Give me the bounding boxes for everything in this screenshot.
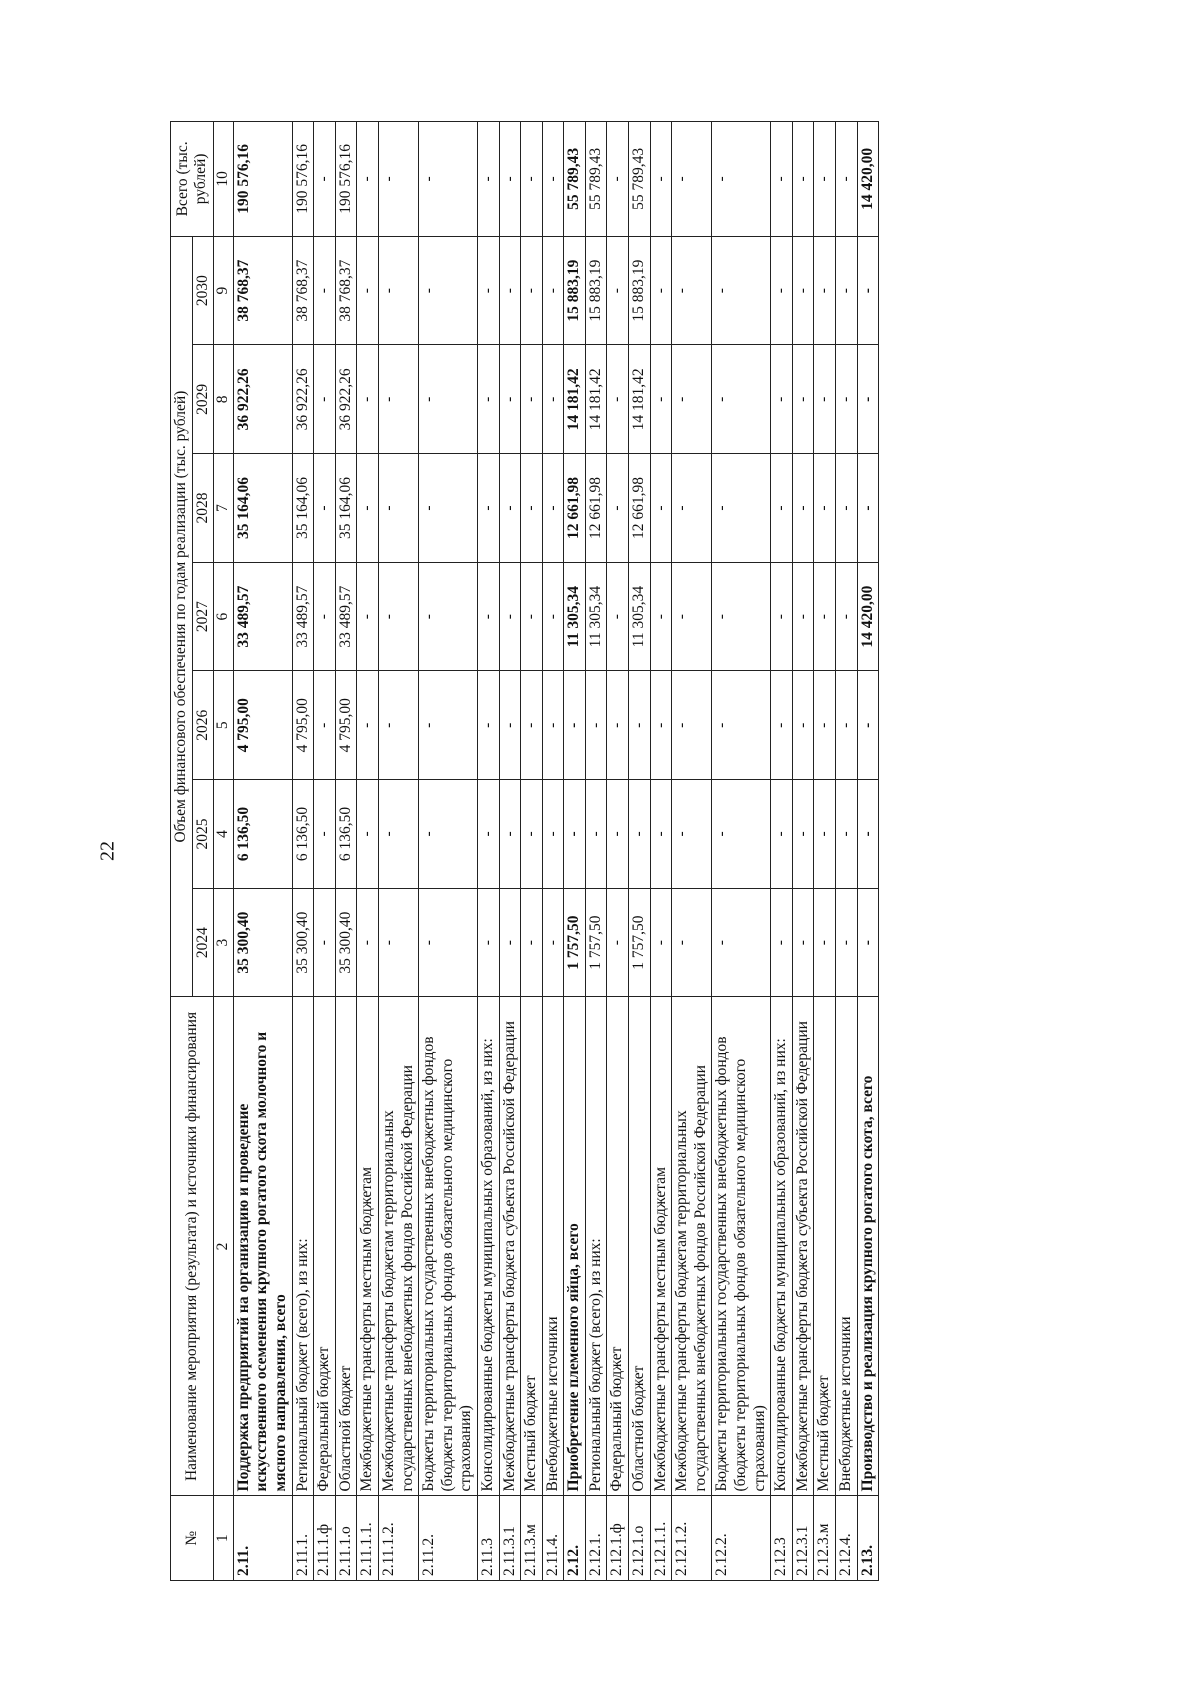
column-index: 3 bbox=[214, 888, 234, 997]
row-total-value: - bbox=[378, 122, 418, 237]
table-row bbox=[792, 122, 814, 1581]
row-number: 2.12.3 bbox=[771, 1496, 793, 1581]
column-index: 8 bbox=[214, 345, 234, 454]
row-year-value: - bbox=[419, 780, 478, 889]
row-year-value: - bbox=[542, 562, 564, 671]
row-total-value: - bbox=[314, 122, 336, 237]
row-name: Поддержка предприятий на организацию и проведение искусственного осеменения крупного рогатого скота молочного и мясного направления, всего bbox=[233, 997, 292, 1496]
row-year-value: 36 922,26 bbox=[233, 345, 292, 454]
table-row bbox=[857, 122, 879, 1581]
row-total-value: 14 420,00 bbox=[857, 122, 879, 237]
row-year-value: - bbox=[857, 236, 879, 345]
row-year-value: - bbox=[314, 780, 336, 889]
row-year-value: 38 768,37 bbox=[233, 236, 292, 345]
row-year-value: - bbox=[499, 236, 521, 345]
row-year-value: - bbox=[564, 671, 586, 780]
row-year-value: - bbox=[771, 345, 793, 454]
table-row bbox=[712, 122, 771, 1581]
row-year-value: - bbox=[672, 562, 712, 671]
table-row bbox=[771, 122, 793, 1581]
row-number: 2.11.3.1 bbox=[499, 1496, 521, 1581]
row-year-value: - bbox=[792, 236, 814, 345]
row-number: 2.11.1.ф bbox=[314, 1496, 336, 1581]
row-year-value: - bbox=[814, 562, 836, 671]
row-total-value: - bbox=[607, 122, 629, 237]
row-name: Межбюджетные трансферты местным бюджетам bbox=[650, 997, 672, 1496]
row-year-value: - bbox=[499, 345, 521, 454]
row-year-value: - bbox=[499, 888, 521, 997]
column-index: 4 bbox=[214, 780, 234, 889]
row-total-value: - bbox=[357, 122, 379, 237]
row-year-value: - bbox=[314, 454, 336, 563]
row-year-value: 1 757,50 bbox=[629, 888, 651, 997]
row-year-value: - bbox=[378, 671, 418, 780]
row-total-value: 190 576,16 bbox=[233, 122, 292, 237]
row-year-value: - bbox=[477, 454, 499, 563]
row-year-value: 38 768,37 bbox=[292, 236, 314, 345]
row-year-value: 6 136,50 bbox=[233, 780, 292, 889]
table-row bbox=[672, 122, 712, 1581]
row-year-value: - bbox=[477, 671, 499, 780]
row-year-value: - bbox=[357, 671, 379, 780]
row-year-value: - bbox=[499, 454, 521, 563]
column-index: 1 bbox=[214, 1496, 234, 1581]
row-year-value: - bbox=[857, 780, 879, 889]
row-total-value: - bbox=[792, 122, 814, 237]
financing-table bbox=[170, 121, 879, 1581]
row-name: Межбюджетные трансферты бюджета субъекта Российской Федерации bbox=[792, 997, 814, 1496]
row-year-value: 4 795,00 bbox=[335, 671, 357, 780]
row-number: 2.12.3.1 bbox=[792, 1496, 814, 1581]
column-index: 5 bbox=[214, 671, 234, 780]
row-year-value: - bbox=[419, 236, 478, 345]
row-year-value: - bbox=[357, 236, 379, 345]
row-number: 2.11.1. bbox=[292, 1496, 314, 1581]
row-year-value: - bbox=[672, 454, 712, 563]
row-year-value: 14 181,42 bbox=[629, 345, 651, 454]
table-row bbox=[292, 122, 314, 1581]
row-total-value: - bbox=[419, 122, 478, 237]
table-row bbox=[335, 122, 357, 1581]
row-year-value: - bbox=[857, 345, 879, 454]
row-year-value: - bbox=[521, 780, 543, 889]
row-year-value: 38 768,37 bbox=[335, 236, 357, 345]
row-year-value: - bbox=[836, 562, 858, 671]
row-year-value: 6 136,50 bbox=[335, 780, 357, 889]
row-number: 2.11.2. bbox=[419, 1496, 478, 1581]
row-year-value: - bbox=[836, 671, 858, 780]
table-row bbox=[521, 122, 543, 1581]
row-year-value: - bbox=[814, 236, 836, 345]
page-number: 22 bbox=[96, 841, 119, 861]
row-year-value: - bbox=[521, 888, 543, 997]
row-number: 2.13. bbox=[857, 1496, 879, 1581]
table-row bbox=[477, 122, 499, 1581]
row-year-value: - bbox=[836, 780, 858, 889]
row-year-value: - bbox=[607, 454, 629, 563]
row-year-value: - bbox=[607, 780, 629, 889]
row-name: Консолидированные бюджеты муниципальных образований, из них: bbox=[477, 997, 499, 1496]
row-year-value: - bbox=[585, 671, 607, 780]
row-number: 2.12.3.м bbox=[814, 1496, 836, 1581]
row-year-value: - bbox=[499, 780, 521, 889]
row-year-value: - bbox=[712, 236, 771, 345]
row-name: Приобретение племенного яйца, всего bbox=[564, 997, 586, 1496]
row-year-value: - bbox=[814, 888, 836, 997]
row-number: 2.12.1.1. bbox=[650, 1496, 672, 1581]
row-year-value: 1 757,50 bbox=[585, 888, 607, 997]
row-year-value: - bbox=[542, 888, 564, 997]
table-row bbox=[650, 122, 672, 1581]
row-name: Федеральный бюджет bbox=[314, 997, 336, 1496]
row-year-value: - bbox=[712, 454, 771, 563]
row-year-value: - bbox=[650, 454, 672, 563]
row-year-value: 33 489,57 bbox=[292, 562, 314, 671]
table-row bbox=[629, 122, 651, 1581]
row-year-value: - bbox=[477, 888, 499, 997]
row-year-value: - bbox=[814, 345, 836, 454]
row-year-value: - bbox=[585, 780, 607, 889]
column-index: 7 bbox=[214, 454, 234, 563]
header-year: 2030 bbox=[192, 236, 214, 345]
row-year-value: 14 420,00 bbox=[857, 562, 879, 671]
row-year-value: - bbox=[477, 780, 499, 889]
table-row bbox=[836, 122, 858, 1581]
row-total-value: 190 576,16 bbox=[292, 122, 314, 237]
row-year-value: - bbox=[650, 236, 672, 345]
row-year-value: - bbox=[314, 562, 336, 671]
row-year-value: - bbox=[314, 345, 336, 454]
row-name: Межбюджетные трансферты местным бюджетам bbox=[357, 997, 379, 1496]
row-year-value: - bbox=[378, 345, 418, 454]
row-total-value: - bbox=[477, 122, 499, 237]
row-year-value: - bbox=[378, 562, 418, 671]
table-row bbox=[564, 122, 586, 1581]
row-year-value: - bbox=[314, 888, 336, 997]
row-number: 2.12.1.ф bbox=[607, 1496, 629, 1581]
row-year-value: - bbox=[378, 780, 418, 889]
table-row bbox=[314, 122, 336, 1581]
row-year-value: - bbox=[378, 236, 418, 345]
row-year-value: - bbox=[477, 562, 499, 671]
column-index: 9 bbox=[214, 236, 234, 345]
row-name: Межбюджетные трансферты бюджета субъекта Российской Федерации bbox=[499, 997, 521, 1496]
row-total-value: - bbox=[650, 122, 672, 237]
row-year-value: - bbox=[521, 454, 543, 563]
table-row bbox=[233, 122, 292, 1581]
row-year-value: 35 164,06 bbox=[233, 454, 292, 563]
row-year-value: - bbox=[542, 236, 564, 345]
row-number: 2.12.1. bbox=[585, 1496, 607, 1581]
table-row bbox=[419, 122, 478, 1581]
row-year-value: - bbox=[607, 345, 629, 454]
row-number: 2.11. bbox=[233, 1496, 292, 1581]
row-total-value: 55 789,43 bbox=[629, 122, 651, 237]
row-year-value: - bbox=[836, 888, 858, 997]
row-total-value: 55 789,43 bbox=[585, 122, 607, 237]
row-total-value: - bbox=[771, 122, 793, 237]
row-year-value: - bbox=[607, 562, 629, 671]
row-name: Внебюджетные источники bbox=[542, 997, 564, 1496]
row-year-value: - bbox=[836, 236, 858, 345]
table-row bbox=[585, 122, 607, 1581]
row-year-value: - bbox=[650, 888, 672, 997]
row-year-value: - bbox=[357, 780, 379, 889]
row-year-value: - bbox=[521, 236, 543, 345]
table-row bbox=[499, 122, 521, 1581]
row-year-value: - bbox=[672, 888, 712, 997]
row-number: 2.11.4. bbox=[542, 1496, 564, 1581]
row-year-value: 36 922,26 bbox=[292, 345, 314, 454]
row-year-value: - bbox=[542, 780, 564, 889]
row-year-value: 6 136,50 bbox=[292, 780, 314, 889]
row-year-value: - bbox=[357, 345, 379, 454]
header-total: Всего (тыс. рублей) bbox=[171, 122, 214, 237]
row-year-value: - bbox=[477, 236, 499, 345]
row-year-value: - bbox=[792, 888, 814, 997]
row-name: Межбюджетные трансферты бюджетам территориальных государственных внебюджетных фондов Российской Федерации bbox=[672, 997, 712, 1496]
row-number: 2.12.4. bbox=[836, 1496, 858, 1581]
row-name: Межбюджетные трансферты бюджетам территориальных государственных внебюджетных фондов Российской Федерации bbox=[378, 997, 418, 1496]
header-year: 2025 bbox=[192, 780, 214, 889]
row-year-value: 4 795,00 bbox=[292, 671, 314, 780]
row-number: 2.11.3.м bbox=[521, 1496, 543, 1581]
row-year-value: - bbox=[814, 780, 836, 889]
row-year-value: 15 883,19 bbox=[564, 236, 586, 345]
row-total-value: - bbox=[836, 122, 858, 237]
row-year-value: - bbox=[857, 454, 879, 563]
row-year-value: - bbox=[771, 888, 793, 997]
row-year-value: 12 661,98 bbox=[585, 454, 607, 563]
row-year-value: 11 305,34 bbox=[564, 562, 586, 671]
header-year: 2027 bbox=[192, 562, 214, 671]
row-year-value: 1 757,50 bbox=[564, 888, 586, 997]
row-year-value: - bbox=[477, 345, 499, 454]
row-year-value: - bbox=[792, 780, 814, 889]
row-year-value: - bbox=[814, 671, 836, 780]
header-year: 2029 bbox=[192, 345, 214, 454]
row-year-value: 35 300,40 bbox=[335, 888, 357, 997]
row-year-value: - bbox=[521, 562, 543, 671]
row-total-value: - bbox=[499, 122, 521, 237]
row-year-value: 4 795,00 bbox=[233, 671, 292, 780]
row-year-value: 33 489,57 bbox=[335, 562, 357, 671]
row-year-value: - bbox=[314, 236, 336, 345]
row-name: Региональный бюджет (всего), из них: bbox=[585, 997, 607, 1496]
row-year-value: - bbox=[771, 236, 793, 345]
row-year-value: - bbox=[499, 671, 521, 780]
row-year-value: - bbox=[607, 888, 629, 997]
row-year-value: - bbox=[419, 562, 478, 671]
row-name: Внебюджетные источники bbox=[836, 997, 858, 1496]
row-year-value: 14 181,42 bbox=[585, 345, 607, 454]
row-year-value: - bbox=[650, 671, 672, 780]
row-name: Производство и реализация крупного рогатого скота, всего bbox=[857, 997, 879, 1496]
row-year-value: - bbox=[672, 671, 712, 780]
header-years-group: Объем финансового обеспечения по годам реализации (тыс. рублей) bbox=[171, 236, 193, 997]
row-year-value: - bbox=[499, 562, 521, 671]
row-year-value: - bbox=[672, 345, 712, 454]
row-year-value: - bbox=[712, 780, 771, 889]
row-year-value: - bbox=[814, 454, 836, 563]
row-name: Областной бюджет bbox=[629, 997, 651, 1496]
row-number: 2.12. bbox=[564, 1496, 586, 1581]
table-row bbox=[607, 122, 629, 1581]
row-year-value: - bbox=[836, 454, 858, 563]
row-year-value: - bbox=[357, 454, 379, 563]
row-year-value: - bbox=[419, 888, 478, 997]
row-year-value: 33 489,57 bbox=[233, 562, 292, 671]
row-year-value: - bbox=[378, 888, 418, 997]
row-name: Федеральный бюджет bbox=[607, 997, 629, 1496]
row-name: Областной бюджет bbox=[335, 997, 357, 1496]
row-year-value: - bbox=[792, 454, 814, 563]
row-year-value: - bbox=[771, 671, 793, 780]
row-year-value: - bbox=[629, 671, 651, 780]
row-number: 2.11.3 bbox=[477, 1496, 499, 1581]
row-year-value: - bbox=[564, 780, 586, 889]
row-year-value: - bbox=[712, 562, 771, 671]
rotated-table-container bbox=[170, 121, 1030, 1581]
row-total-value: - bbox=[521, 122, 543, 237]
row-year-value: - bbox=[792, 671, 814, 780]
row-year-value: 35 164,06 bbox=[292, 454, 314, 563]
row-name: Местный бюджет bbox=[814, 997, 836, 1496]
row-year-value: 15 883,19 bbox=[585, 236, 607, 345]
row-year-value: - bbox=[419, 671, 478, 780]
row-year-value: - bbox=[857, 888, 879, 997]
row-year-value: - bbox=[792, 345, 814, 454]
column-index: 10 bbox=[214, 122, 234, 237]
row-total-value: 55 789,43 bbox=[564, 122, 586, 237]
table-row bbox=[378, 122, 418, 1581]
table-row bbox=[542, 122, 564, 1581]
row-number: 2.11.1.о bbox=[335, 1496, 357, 1581]
row-year-value: - bbox=[712, 888, 771, 997]
row-year-value: - bbox=[542, 454, 564, 563]
row-year-value: - bbox=[357, 562, 379, 671]
header-year: 2026 bbox=[192, 671, 214, 780]
row-year-value: 12 661,98 bbox=[629, 454, 651, 563]
row-year-value: - bbox=[771, 780, 793, 889]
table-row bbox=[357, 122, 379, 1581]
row-year-value: - bbox=[672, 236, 712, 345]
row-year-value: 11 305,34 bbox=[585, 562, 607, 671]
row-name: Консолидированные бюджеты муниципальных образований, из них: bbox=[771, 997, 793, 1496]
row-year-value: - bbox=[836, 345, 858, 454]
row-year-value: - bbox=[771, 454, 793, 563]
row-number: 2.12.2. bbox=[712, 1496, 771, 1581]
row-number: 2.12.1.о bbox=[629, 1496, 651, 1581]
row-name: Местный бюджет bbox=[521, 997, 543, 1496]
row-year-value: - bbox=[712, 671, 771, 780]
table-body bbox=[233, 122, 878, 1581]
row-year-value: - bbox=[419, 345, 478, 454]
row-number: 2.11.1.1. bbox=[357, 1496, 379, 1581]
header-year: 2024 bbox=[192, 888, 214, 997]
row-total-value: - bbox=[672, 122, 712, 237]
header-number: № bbox=[171, 1496, 214, 1581]
row-year-value: 14 181,42 bbox=[564, 345, 586, 454]
row-year-value: - bbox=[521, 345, 543, 454]
row-year-value: - bbox=[314, 671, 336, 780]
row-year-value: - bbox=[672, 780, 712, 889]
row-name: Региональный бюджет (всего), из них: bbox=[292, 997, 314, 1496]
row-total-value: - bbox=[542, 122, 564, 237]
header-name: Наименование мероприятия (результата) и источники финансирования bbox=[171, 997, 214, 1496]
row-year-value: - bbox=[607, 236, 629, 345]
row-year-value: 11 305,34 bbox=[629, 562, 651, 671]
row-year-value: - bbox=[419, 454, 478, 563]
row-year-value: - bbox=[792, 562, 814, 671]
row-year-value: 12 661,98 bbox=[564, 454, 586, 563]
row-name: Бюджеты территориальных государственных внебюджетных фондов (бюджеты территориальных фондов обязательного медицинского страхования) bbox=[712, 997, 771, 1496]
row-total-value: - bbox=[712, 122, 771, 237]
row-year-value: - bbox=[771, 562, 793, 671]
row-year-value: - bbox=[521, 671, 543, 780]
row-year-value: - bbox=[857, 671, 879, 780]
row-year-value: 35 300,40 bbox=[233, 888, 292, 997]
row-name: Бюджеты территориальных государственных внебюджетных фондов (бюджеты территориальных фондов обязательного медицинского страхования) bbox=[419, 997, 478, 1496]
row-total-value: - bbox=[814, 122, 836, 237]
header-year: 2028 bbox=[192, 454, 214, 563]
column-index: 2 bbox=[214, 997, 234, 1496]
row-year-value: - bbox=[542, 345, 564, 454]
row-number: 2.11.1.2. bbox=[378, 1496, 418, 1581]
column-index: 6 bbox=[214, 562, 234, 671]
row-number: 2.12.1.2. bbox=[672, 1496, 712, 1581]
row-year-value: - bbox=[607, 671, 629, 780]
row-year-value: - bbox=[542, 671, 564, 780]
row-year-value: 36 922,26 bbox=[335, 345, 357, 454]
table-row bbox=[814, 122, 836, 1581]
row-year-value: 35 164,06 bbox=[335, 454, 357, 563]
row-year-value: - bbox=[650, 562, 672, 671]
row-year-value: - bbox=[629, 780, 651, 889]
row-total-value: 190 576,16 bbox=[335, 122, 357, 237]
row-year-value: - bbox=[357, 888, 379, 997]
row-year-value: - bbox=[650, 780, 672, 889]
row-year-value: - bbox=[650, 345, 672, 454]
row-year-value: - bbox=[378, 454, 418, 563]
row-year-value: 15 883,19 bbox=[629, 236, 651, 345]
row-year-value: 35 300,40 bbox=[292, 888, 314, 997]
row-year-value: - bbox=[712, 345, 771, 454]
